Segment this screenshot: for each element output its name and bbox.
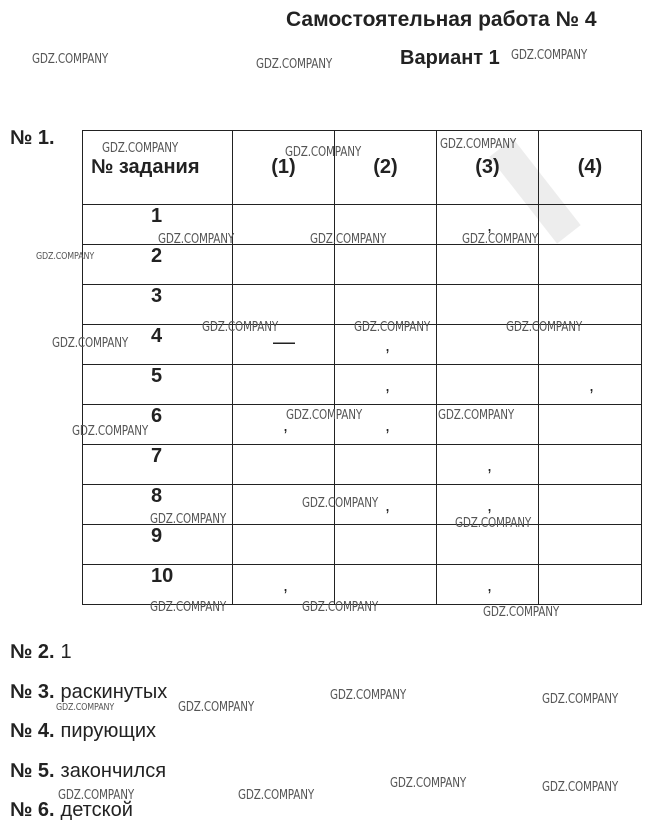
table-cell [233, 245, 335, 285]
table-cell [233, 565, 335, 605]
comma-mark: , [283, 415, 289, 435]
task-1-label: № 1. [10, 127, 55, 149]
table-cell [437, 245, 539, 285]
table-cell [539, 405, 642, 445]
answer-3 [10, 681, 167, 704]
row-task-number-text: 7 [151, 445, 163, 467]
comma-mark: , [487, 495, 493, 515]
row-task-number-text: 3 [151, 285, 163, 307]
watermark-text: GDZ.COMPANY [542, 692, 619, 707]
page-title: Самостоятельная работа № 4 [286, 8, 597, 31]
row-task-number [83, 365, 233, 405]
row-task-number [83, 285, 233, 325]
watermark-text: GDZ.COMPANY [102, 141, 179, 156]
comma-mark: , [385, 335, 391, 355]
table-cell [539, 445, 642, 485]
row-task-number-text: 5 [151, 365, 163, 387]
watermark-text: GDZ.COMPANY [511, 48, 588, 63]
table-cell [539, 365, 642, 405]
table-row [83, 565, 642, 605]
table-cell [437, 565, 539, 605]
comma-mark: , [487, 455, 493, 475]
table-cell [233, 525, 335, 565]
table-cell [335, 365, 437, 405]
answer-2-label: № 2. [10, 641, 55, 663]
row-task-number-text: 8 [151, 485, 163, 507]
table-cell [335, 245, 437, 285]
answer-6-text: детской [60, 799, 133, 821]
watermark-text: GDZ.COMPANY [286, 408, 363, 423]
table-cell [437, 445, 539, 485]
watermark-text: GDZ.COMPANY [330, 688, 407, 703]
comma-mark: , [487, 575, 493, 595]
table-cell [335, 525, 437, 565]
answer-2 [10, 641, 72, 664]
watermark-text: GDZ.COMPANY [462, 232, 539, 247]
watermark-text: GDZ.COMPANY [483, 605, 560, 620]
watermark-text: GDZ.COMPANY [438, 408, 515, 423]
row-task-number [83, 565, 233, 605]
watermark-text: GDZ.COMPANY [238, 788, 315, 803]
answer-6-label: № 6. [10, 799, 55, 821]
watermark-text: GDZ.COMPANY [455, 516, 532, 531]
row-task-number-text: 2 [151, 245, 163, 267]
watermark-text: GDZ.COMPANY [310, 232, 387, 247]
watermark-text: GDZ.COMPANY [52, 336, 129, 351]
header-col-4: (4) [539, 131, 642, 205]
answer-3-text: раскинутых [60, 681, 168, 703]
answer-5 [10, 760, 166, 783]
table-cell [539, 525, 642, 565]
row-task-number-text: 4 [151, 325, 163, 347]
table-cell [539, 485, 642, 525]
watermark-text: GDZ.COMPANY [158, 232, 235, 247]
watermark-text: GDZ.COMPANY [202, 320, 279, 335]
row-task-number-text: 6 [151, 405, 163, 427]
watermark-text: GDZ.COMPANY [72, 424, 149, 439]
table-cell [335, 445, 437, 485]
answer-4-label: № 4. [10, 720, 55, 742]
watermark-text: GDZ.COMPANY [302, 600, 379, 615]
answer-5-text: закончился [60, 760, 167, 782]
header-col-1: (1) [233, 131, 335, 205]
row-task-number-text: 10 [151, 565, 174, 587]
answer-4-text: пирующих [60, 720, 157, 742]
dash-mark: — [273, 329, 295, 354]
watermark-text: GDZ.COMPANY [56, 702, 115, 713]
row-task-number [83, 445, 233, 485]
answer-3-label: № 3. [10, 681, 55, 703]
watermark-text: GDZ.COMPANY [285, 145, 362, 160]
answer-4 [10, 720, 156, 743]
watermark-text: GDZ.COMPANY [440, 137, 517, 152]
table-cell [233, 365, 335, 405]
header-col-2: (2) [335, 131, 437, 205]
table-row [83, 525, 642, 565]
watermark-text: GDZ.COMPANY [36, 251, 95, 262]
table-cell [233, 285, 335, 325]
answer-5-label: № 5. [10, 760, 55, 782]
header-col-3: (3) [437, 131, 539, 205]
table-row [83, 285, 642, 325]
table-cell [539, 205, 642, 245]
comma-mark: , [385, 415, 391, 435]
table-row [83, 245, 642, 285]
table-cell [233, 445, 335, 485]
comma-mark: , [385, 495, 391, 515]
row-task-number [83, 245, 233, 285]
header-task-number: № задания [83, 131, 233, 205]
table-cell [539, 245, 642, 285]
comma-mark: , [487, 215, 493, 235]
watermark-text: GDZ.COMPANY [506, 320, 583, 335]
row-task-number [83, 525, 233, 565]
watermark-text: GDZ.COMPANY [302, 496, 379, 511]
comma-mark: , [283, 575, 289, 595]
table-cell [335, 565, 437, 605]
comma-mark: , [385, 375, 391, 395]
row-task-number-text: 1 [151, 205, 163, 227]
watermark-text: GDZ.COMPANY [32, 52, 109, 67]
table-cell [539, 285, 642, 325]
watermark-text: GDZ.COMPANY [150, 512, 227, 527]
table-row [83, 445, 642, 485]
comma-mark: , [589, 375, 595, 395]
watermark-text: GDZ.COMPANY [390, 776, 467, 791]
table-cell [539, 565, 642, 605]
watermark-text: GDZ.COMPANY [256, 57, 333, 72]
row-task-number-text: 9 [151, 525, 163, 547]
watermark-text: GDZ.COMPANY [178, 700, 255, 715]
watermark-text: GDZ.COMPANY [58, 788, 135, 803]
table-cell [335, 285, 437, 325]
watermark-text: GDZ.COMPANY [150, 600, 227, 615]
answer-2-text: 1 [60, 641, 72, 663]
table-cell [437, 365, 539, 405]
watermark-text: GDZ.COMPANY [354, 320, 431, 335]
table-row [83, 365, 642, 405]
table-cell [437, 285, 539, 325]
answer-table [82, 130, 642, 605]
watermark-text: GDZ.COMPANY [542, 780, 619, 795]
variant-label: Вариант 1 [400, 47, 500, 69]
